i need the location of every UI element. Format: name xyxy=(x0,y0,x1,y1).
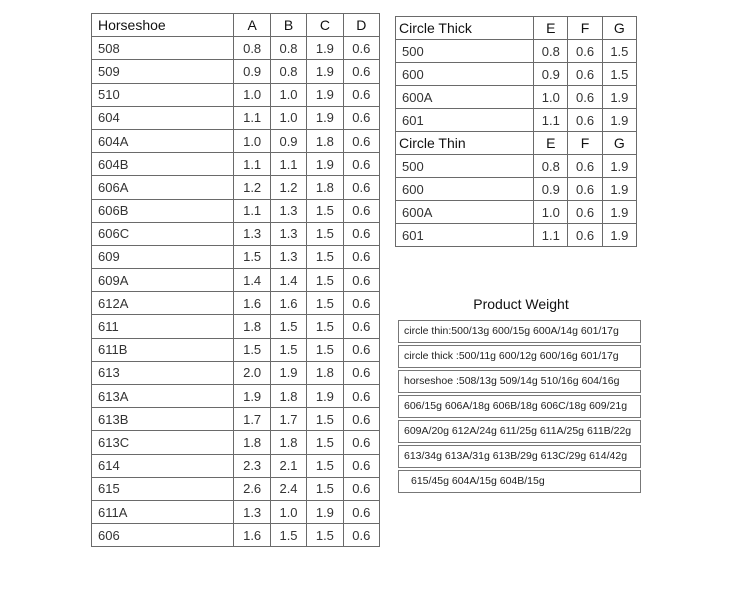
value-cell: 1.5 xyxy=(307,292,343,315)
value-cell: 0.6 xyxy=(343,176,379,199)
value-cell: 0.6 xyxy=(343,477,379,500)
value-cell: 0.6 xyxy=(343,269,379,292)
weight-line: circle thick :500/11g 600/12g 600/16g 601/17g xyxy=(398,345,641,368)
value-cell: 0.8 xyxy=(270,37,306,60)
horseshoe-table xyxy=(91,13,380,547)
row-label-cell: 613A xyxy=(92,385,234,408)
row-label-cell: 600A xyxy=(396,86,534,109)
weight-line: circle thin:500/13g 600/15g 600A/14g 601/17g xyxy=(398,320,641,343)
value-cell: 1.4 xyxy=(270,269,306,292)
value-cell: 1.3 xyxy=(234,500,270,523)
column-header: F xyxy=(568,17,602,40)
row-label-cell: 604 xyxy=(92,106,234,129)
row-label-cell: 613C xyxy=(92,431,234,454)
weight-line: 615/45g 604A/15g 604B/15g xyxy=(398,470,641,493)
value-cell: 0.6 xyxy=(568,201,602,224)
table-row xyxy=(92,269,380,292)
table-row xyxy=(396,201,637,224)
value-cell: 0.8 xyxy=(234,37,270,60)
value-cell: 0.6 xyxy=(343,292,379,315)
value-cell: 1.5 xyxy=(307,245,343,268)
value-cell: 1.5 xyxy=(307,269,343,292)
value-cell: 0.6 xyxy=(568,86,602,109)
value-cell: 1.8 xyxy=(307,176,343,199)
value-cell: 1.5 xyxy=(307,222,343,245)
value-cell: 1.5 xyxy=(602,63,636,86)
column-header: F xyxy=(568,132,602,155)
table-row xyxy=(92,153,380,176)
value-cell: 0.9 xyxy=(534,63,568,86)
row-label-cell: 611A xyxy=(92,500,234,523)
row-label-cell: 508 xyxy=(92,37,234,60)
value-cell: 1.7 xyxy=(270,408,306,431)
row-label-cell: 601 xyxy=(396,109,534,132)
value-cell: 1.3 xyxy=(270,245,306,268)
column-header: B xyxy=(270,14,306,37)
value-cell: 0.8 xyxy=(270,60,306,83)
column-header: G xyxy=(602,132,636,155)
value-cell: 1.1 xyxy=(234,153,270,176)
value-cell: 1.0 xyxy=(270,106,306,129)
value-cell: 1.9 xyxy=(270,361,306,384)
column-header: E xyxy=(534,132,568,155)
value-cell: 0.6 xyxy=(343,129,379,152)
value-cell: 1.0 xyxy=(270,83,306,106)
row-label-cell: 614 xyxy=(92,454,234,477)
value-cell: 1.9 xyxy=(307,500,343,523)
table-row xyxy=(396,178,637,201)
row-label-cell: 606A xyxy=(92,176,234,199)
value-cell: 1.2 xyxy=(234,176,270,199)
value-cell: 1.1 xyxy=(270,153,306,176)
table-row xyxy=(92,37,380,60)
product-weight-list xyxy=(398,320,641,495)
row-label-cell: 604A xyxy=(92,129,234,152)
table-row xyxy=(92,454,380,477)
row-label-cell: 601 xyxy=(396,224,534,247)
value-cell: 2.1 xyxy=(270,454,306,477)
value-cell: 1.5 xyxy=(307,454,343,477)
row-label-cell: 500 xyxy=(396,155,534,178)
circle-thin-header-row xyxy=(396,132,637,155)
value-cell: 0.6 xyxy=(343,431,379,454)
value-cell: 0.9 xyxy=(534,178,568,201)
row-label-cell: 615 xyxy=(92,477,234,500)
value-cell: 0.6 xyxy=(343,199,379,222)
value-cell: 1.3 xyxy=(270,199,306,222)
product-weight-title: Product Weight xyxy=(473,296,569,312)
row-label-cell: 600A xyxy=(396,201,534,224)
table-row xyxy=(92,408,380,431)
value-cell: 1.6 xyxy=(234,292,270,315)
value-cell: 1.0 xyxy=(234,83,270,106)
value-cell: 1.9 xyxy=(602,224,636,247)
value-cell: 0.6 xyxy=(343,245,379,268)
table-row xyxy=(396,109,637,132)
table-row xyxy=(92,385,380,408)
value-cell: 1.5 xyxy=(307,408,343,431)
value-cell: 0.9 xyxy=(270,129,306,152)
value-cell: 0.6 xyxy=(343,222,379,245)
value-cell: 2.0 xyxy=(234,361,270,384)
value-cell: 2.3 xyxy=(234,454,270,477)
value-cell: 1.9 xyxy=(602,201,636,224)
value-cell: 1.9 xyxy=(307,153,343,176)
column-header: E xyxy=(534,17,568,40)
row-label-cell: 612A xyxy=(92,292,234,315)
table-row xyxy=(92,431,380,454)
table-row xyxy=(396,224,637,247)
table-row xyxy=(92,176,380,199)
column-header: Horseshoe xyxy=(92,14,234,37)
row-label-cell: 609A xyxy=(92,269,234,292)
value-cell: 1.1 xyxy=(534,224,568,247)
value-cell: 0.6 xyxy=(343,153,379,176)
table-row xyxy=(396,63,637,86)
value-cell: 1.5 xyxy=(307,315,343,338)
table-row xyxy=(92,129,380,152)
row-label-cell: 606C xyxy=(92,222,234,245)
value-cell: 1.8 xyxy=(270,385,306,408)
value-cell: 0.6 xyxy=(568,109,602,132)
row-label-cell: 606B xyxy=(92,199,234,222)
value-cell: 1.9 xyxy=(307,106,343,129)
column-header: A xyxy=(234,14,270,37)
value-cell: 0.9 xyxy=(234,60,270,83)
column-header: G xyxy=(602,17,636,40)
column-header: C xyxy=(307,14,343,37)
value-cell: 1.5 xyxy=(234,338,270,361)
row-label-cell: 600 xyxy=(396,178,534,201)
row-label-cell: 509 xyxy=(92,60,234,83)
horseshoe-header-row xyxy=(92,14,380,37)
value-cell: 1.1 xyxy=(234,199,270,222)
value-cell: 1.8 xyxy=(307,361,343,384)
value-cell: 1.0 xyxy=(534,86,568,109)
value-cell: 0.8 xyxy=(534,40,568,63)
row-label-cell: 613B xyxy=(92,408,234,431)
table-row xyxy=(92,292,380,315)
row-label-cell: 606 xyxy=(92,524,234,547)
table-row xyxy=(92,60,380,83)
value-cell: 0.6 xyxy=(343,524,379,547)
value-cell: 0.6 xyxy=(343,500,379,523)
value-cell: 1.6 xyxy=(270,292,306,315)
table-row xyxy=(396,155,637,178)
row-label-cell: 500 xyxy=(396,40,534,63)
value-cell: 0.6 xyxy=(568,178,602,201)
value-cell: 1.5 xyxy=(307,477,343,500)
value-cell: 0.6 xyxy=(343,385,379,408)
value-cell: 1.5 xyxy=(307,524,343,547)
value-cell: 1.5 xyxy=(307,431,343,454)
value-cell: 1.0 xyxy=(234,129,270,152)
row-label-cell: 510 xyxy=(92,83,234,106)
value-cell: 0.6 xyxy=(343,37,379,60)
table-row xyxy=(92,315,380,338)
value-cell: 1.5 xyxy=(602,40,636,63)
circle-table xyxy=(395,16,637,247)
table-row xyxy=(92,245,380,268)
value-cell: 0.8 xyxy=(534,155,568,178)
value-cell: 1.8 xyxy=(234,431,270,454)
value-cell: 1.1 xyxy=(234,106,270,129)
row-label-cell: 609 xyxy=(92,245,234,268)
table-row xyxy=(92,106,380,129)
table-row xyxy=(92,338,380,361)
value-cell: 1.9 xyxy=(602,155,636,178)
row-label-cell: 611 xyxy=(92,315,234,338)
value-cell: 1.9 xyxy=(307,385,343,408)
value-cell: 1.2 xyxy=(270,176,306,199)
circle-thick-header-row xyxy=(396,17,637,40)
table-row xyxy=(92,361,380,384)
value-cell: 1.0 xyxy=(270,500,306,523)
value-cell: 1.3 xyxy=(270,222,306,245)
value-cell: 0.6 xyxy=(343,106,379,129)
value-cell: 0.6 xyxy=(568,224,602,247)
weight-line: 609A/20g 612A/24g 611/25g 611A/25g 611B/22g xyxy=(398,420,641,443)
table-row xyxy=(92,500,380,523)
row-label-cell: 613 xyxy=(92,361,234,384)
value-cell: 0.6 xyxy=(568,155,602,178)
value-cell: 1.3 xyxy=(234,222,270,245)
value-cell: 1.5 xyxy=(270,524,306,547)
value-cell: 1.5 xyxy=(270,338,306,361)
value-cell: 1.6 xyxy=(234,524,270,547)
column-header: D xyxy=(343,14,379,37)
value-cell: 1.5 xyxy=(307,338,343,361)
value-cell: 1.9 xyxy=(307,60,343,83)
value-cell: 2.6 xyxy=(234,477,270,500)
table-row xyxy=(396,40,637,63)
table-row xyxy=(92,524,380,547)
table-row xyxy=(92,477,380,500)
value-cell: 1.8 xyxy=(270,431,306,454)
table-row xyxy=(92,199,380,222)
value-cell: 1.9 xyxy=(602,86,636,109)
value-cell: 0.6 xyxy=(343,408,379,431)
value-cell: 1.5 xyxy=(234,245,270,268)
value-cell: 1.8 xyxy=(307,129,343,152)
row-label-cell: 611B xyxy=(92,338,234,361)
value-cell: 0.6 xyxy=(568,40,602,63)
column-header: Circle Thick xyxy=(396,17,534,40)
value-cell: 1.9 xyxy=(307,37,343,60)
value-cell: 0.6 xyxy=(343,361,379,384)
value-cell: 0.6 xyxy=(343,454,379,477)
value-cell: 1.5 xyxy=(307,199,343,222)
value-cell: 1.9 xyxy=(234,385,270,408)
value-cell: 1.8 xyxy=(234,315,270,338)
value-cell: 0.6 xyxy=(343,315,379,338)
table-row xyxy=(92,222,380,245)
value-cell: 1.0 xyxy=(534,201,568,224)
value-cell: 2.4 xyxy=(270,477,306,500)
weight-line: 613/34g 613A/31g 613B/29g 613C/29g 614/42g xyxy=(398,445,641,468)
value-cell: 1.9 xyxy=(307,83,343,106)
row-label-cell: 604B xyxy=(92,153,234,176)
weight-line: 606/15g 606A/18g 606B/18g 606C/18g 609/21g xyxy=(398,395,641,418)
value-cell: 0.6 xyxy=(343,338,379,361)
value-cell: 1.9 xyxy=(602,109,636,132)
value-cell: 1.4 xyxy=(234,269,270,292)
value-cell: 1.9 xyxy=(602,178,636,201)
column-header: Circle Thin xyxy=(396,132,534,155)
value-cell: 0.6 xyxy=(343,60,379,83)
value-cell: 1.7 xyxy=(234,408,270,431)
table-row xyxy=(396,86,637,109)
table-row xyxy=(92,83,380,106)
value-cell: 0.6 xyxy=(343,83,379,106)
value-cell: 0.6 xyxy=(568,63,602,86)
row-label-cell: 600 xyxy=(396,63,534,86)
weight-line: horseshoe :508/13g 509/14g 510/16g 604/16g xyxy=(398,370,641,393)
value-cell: 1.5 xyxy=(270,315,306,338)
value-cell: 1.1 xyxy=(534,109,568,132)
